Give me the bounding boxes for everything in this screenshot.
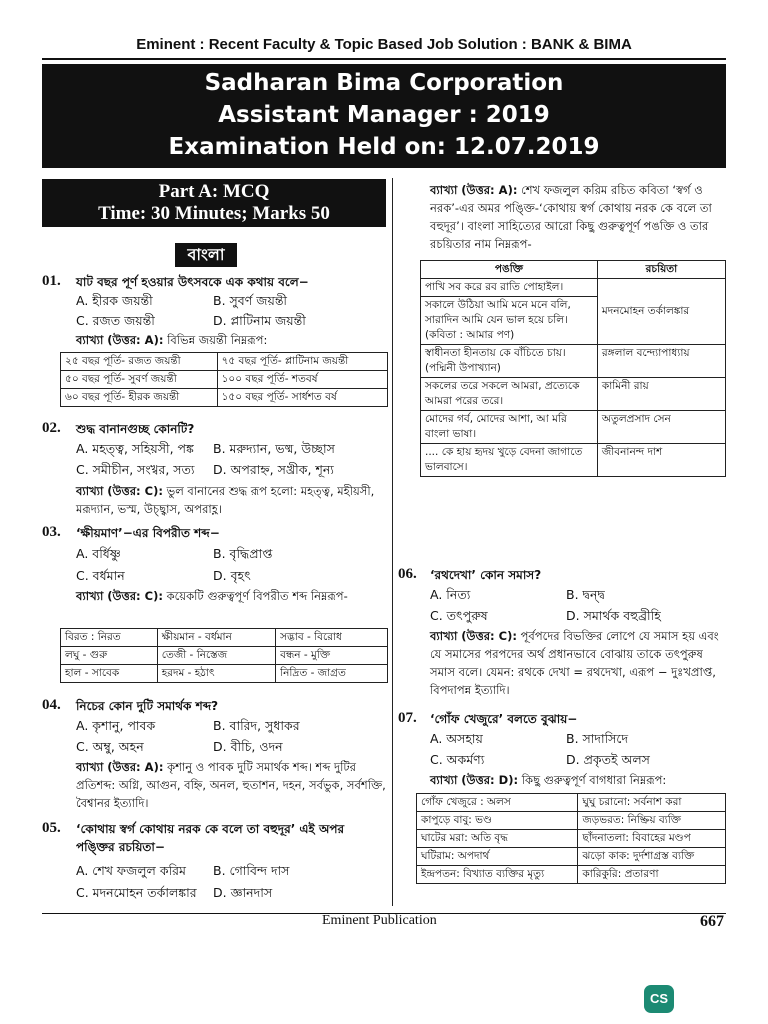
table-cell: বন্ধন - মুক্তি (276, 647, 388, 665)
table-cell: স্বাধীনতা হীনতায় কে বাঁচিতে চায়। (পদ্মিনী উপাখ্যান) (421, 345, 598, 378)
answer-text: শেখ ফজলুল করিম রচিত কবিতা ‘স্বর্গ ও নরক’-এর অমর পঙ্ক্তি-‘কোথায় স্বর্গ কোথায় নরক কে বলে তা বহুদূর’। বাংলা সাহিত্যের আরো কিছু গুরুত্বপূর্ণ পঙক্তি ও তার রচয়িতার নাম নিম্নরূপ- (430, 183, 712, 251)
answer-label: ব্যাখ্যা (উত্তর: C): (76, 484, 163, 498)
option-d: D. প্লাটিনাম জয়ন্তী (213, 313, 306, 328)
answer-text: পূর্বপদের বিভক্তির লোপে যে সমাস হয় এবং যে সমাসের পরপদের অর্থ প্রধানভাবে বোঝায় তাকে তৎপুরুষ সমাস বলে। যেমন: রথকে দেখা = রথদেখা, এরূপ − দুঃখপ্রাপ্ত, বিপদাপন্ন ইত্যাদি। (430, 629, 719, 697)
answer-explanation (430, 627, 728, 699)
jubilee-table (60, 352, 388, 407)
option-d: D. বীচি, ওদন (213, 739, 283, 754)
column-header: রচয়িতা (597, 261, 725, 279)
question-number: 05. (42, 820, 61, 836)
answer-label: ব্যাখ্যা (উত্তর: C): (430, 629, 517, 643)
table-cell: কামিনী রায় (597, 378, 725, 411)
question-text: ‘রথদেখা’ কোন সমাস? (430, 568, 542, 582)
table-row (61, 629, 388, 647)
answer-explanation (430, 181, 728, 253)
idiom-table (416, 793, 726, 884)
table-cell: অতুলপ্রসাদ সেন (597, 411, 725, 444)
option-b: B. মরুদ্যান, ভষ্ম, উচ্ছাস (213, 441, 335, 456)
table-row (61, 647, 388, 665)
question-text: নিচের কোন দুটি সমার্থক শব্দ? (76, 699, 219, 713)
answer-explanation (76, 587, 386, 605)
table-row (421, 444, 726, 477)
table-row (417, 812, 726, 830)
question-text: ‘ক্ষীয়মাণ’−এর বিপরীত শব্দ− (76, 526, 220, 540)
option-b: B. গোবিন্দ দাস (213, 863, 290, 878)
question-number: 06. (398, 566, 417, 582)
table-cell: সদ্ভাব - বিরোধ (276, 629, 388, 647)
question-number: 02. (42, 420, 61, 436)
banner-line-post: Assistant Manager : 2019 (218, 102, 550, 128)
table-row (61, 665, 388, 683)
question-text: ‘গোঁফ খেজুরে’ বলতে বুঝায়− (430, 712, 578, 726)
table-cell: ক্ষীয়মান - বর্ধমান (157, 629, 275, 647)
table-row (417, 830, 726, 848)
table-cell: ১০০ বছর পূর্তি- শতবর্ষ (217, 371, 387, 389)
table-row (421, 378, 726, 411)
option-c: C. সমীচীন, সংখ্বর, সত্য (76, 462, 195, 477)
option-b: B. সাদাসিদে (566, 731, 629, 746)
answer-text: ভুল বানানের শুদ্ধ রূপ হলো: মহত্ত্ব, মহীয়সী, মরূদ্যান, ভস্ম, উচ্ছ্বাস, অপরাহ্ণ। (76, 484, 375, 516)
running-header: Eminent : Recent Faculty & Topic Based Job Solution : BANK & BIMA (136, 36, 632, 53)
answer-text: বিভিন্ন জয়ন্তী নিম্নরূপ: (167, 333, 268, 347)
table-row (61, 371, 388, 389)
table-cell: ইন্দ্রপতন: বিখ্যাত ব্যক্তির মৃত্যু (417, 866, 578, 884)
question-text: শুদ্ধ বানানগুচ্ছ কোনটি? (76, 422, 195, 436)
table-cell: হরদম - হঠাৎ (157, 665, 275, 683)
table-row (421, 345, 726, 378)
option-a: A. হীরক জয়ন্তী (76, 293, 153, 308)
question-number: 03. (42, 524, 61, 540)
option-d: D. প্রকৃতই অলস (566, 752, 650, 767)
table-cell: মদনমোহন তর্কালঙ্কার (597, 279, 725, 345)
answer-text: কিছু গুরুত্বপূর্ণ বাগধারা নিম্নরূপ: (521, 773, 667, 787)
table-cell: ঘাটের মরা: অতি বৃদ্ধ (417, 830, 578, 848)
option-c: C. মদনমোহন তর্কালঙ্কার (76, 885, 197, 900)
table-cell: জড়ভরত: নিষ্ক্রিয় ব্যক্তি (578, 812, 726, 830)
table-cell: ৭৫ বছর পূর্তি- প্লাটিনাম জয়ন্তী (217, 353, 387, 371)
part-heading (42, 179, 386, 227)
answer-explanation (76, 331, 386, 349)
question-number: 04. (42, 697, 61, 713)
table-cell: মোদের গর্ব, মোদের আশা, আ মরি বাংলা ভাষা। (421, 411, 598, 444)
table-cell: পাখি সব করে রব রাতি পোহাইল। (421, 279, 598, 297)
table-row (421, 411, 726, 444)
part-title: Part A: MCQ (158, 181, 270, 202)
answer-text: কৃশানু ও পাবক দুটি সমার্থক শব্দ। শব্দ দুটির প্রতিশব্দ: অগ্নি, আগুন, বহ্নি, অনল, হুতাশন, দহন, সর্বভুক, সর্বশক্তি, বৈশ্বানর ইত্যাদি। (76, 760, 386, 810)
answer-explanation (76, 758, 386, 812)
table-cell: বিরত : নিরত (61, 629, 158, 647)
table-cell: ৬০ বছর পূর্তি- হীরক জয়ন্তী (61, 389, 218, 407)
option-c: C. অম্বু, অহন (76, 739, 144, 754)
option-d: D. জ্ঞানদাস (213, 885, 273, 900)
table-row (417, 794, 726, 812)
option-b: B. দ্বন্দ্ব (566, 587, 605, 602)
table-cell: ঘটিরাম: অপদার্থ (417, 848, 578, 866)
table-row (421, 279, 726, 297)
question-text: ‘কোথায় স্বর্গ কোথায় নরক কে বলে তা বহুদূর’ এই অপর পঙ্ক্তির রচয়িতা− (76, 822, 345, 854)
table-cell: ২৫ বছর পূর্তি- রজত জয়ন্তী (61, 353, 218, 371)
table-cell: ৫০ বছর পূর্তি- সুবর্ণ জয়ন্তী (61, 371, 218, 389)
table-cell: ১৫০ বছর পূর্তি- সার্ধশত বর্ষ (217, 389, 387, 407)
option-a: A. বর্ধিষ্ণু (76, 546, 121, 561)
poetry-table (420, 260, 726, 477)
banner-line-date: Examination Held on: 12.07.2019 (168, 134, 600, 160)
table-row (61, 389, 388, 407)
answer-explanation (76, 482, 386, 518)
option-d: D. অপরাহ্ন, সখ্রীক, শূন্য (213, 462, 334, 477)
question-number: 01. (42, 273, 61, 289)
table-cell: ছাঁদনাতলা: বিবাহের মণ্ডপ (578, 830, 726, 848)
option-b: B. বারিদ, সুধাকর (213, 718, 300, 733)
subject-tag: বাংলা (175, 243, 237, 267)
answer-label: ব্যাখ্যা (উত্তর: D): (430, 773, 519, 787)
table-cell: তেজী - নিস্তেজ (157, 647, 275, 665)
answer-label: ব্যাখ্যা (উত্তর: A): (76, 333, 164, 347)
answer-label: ব্যাখ্যা (উত্তর: C): (76, 589, 163, 603)
option-a: A. শেখ ফজলুল করিম (76, 863, 186, 878)
table-cell: ঘুঘু চরানো: সর্বনাশ করা (578, 794, 726, 812)
table-header-row (421, 261, 726, 279)
option-b: B. বৃদ্ধিপ্রাপ্ত (213, 546, 273, 561)
table-cell: সকালে উঠিয়া আমি মনে মনে বলি, সারাদিন আমি যেন ভাল হয়ে চলি। (কবিতা : আমার পণ) (421, 297, 598, 345)
table-cell: হাল - সাবেক (61, 665, 158, 683)
option-b: B. সুবর্ণ জয়ন্তী (213, 293, 288, 308)
table-cell: জীবনানন্দ দাশ (597, 444, 725, 477)
exam-banner (42, 64, 726, 168)
question-text: যাট বছর পূর্ণ হওয়ার উৎসবকে এক কথায় বলে− (76, 275, 309, 289)
option-a: A. কৃশানু, পাবক (76, 718, 156, 733)
camscanner-badge: CS (644, 985, 674, 1013)
antonym-table (60, 628, 388, 683)
answer-label: ব্যাখ্যা (উত্তর: A): (430, 183, 518, 197)
header-rule (42, 58, 726, 60)
table-row (61, 353, 388, 371)
table-cell: .... কে হায় হৃদয় খুড়ে বেদনা জাগাতে ভালবাসে। (421, 444, 598, 477)
table-cell: কারিকুরি: প্রতারণা (578, 866, 726, 884)
table-cell: রঙ্গলাল বন্দ্যোপাধ্যায় (597, 345, 725, 378)
option-a: A. অসহায় (430, 731, 483, 746)
answer-text: কয়েকটি গুরুত্বপূর্ণ বিপরীত শব্দ নিম্নরূপ- (166, 589, 348, 603)
page-number: 667 (700, 913, 724, 930)
column-header: পঙক্তি (421, 261, 598, 279)
table-cell: সকলের তরে সকলে আমরা, প্রত্যেকে আমরা পরের তরে। (421, 378, 598, 411)
option-d: D. সমার্থক বহুব্রীহি (566, 608, 661, 623)
question-number: 07. (398, 710, 417, 726)
option-d: D. বৃহৎ (213, 568, 251, 583)
option-c: C. বর্ধমান (76, 568, 125, 583)
table-cell: নিদ্রিত - জাগ্রত (276, 665, 388, 683)
answer-label: ব্যাখ্যা (উত্তর: A): (76, 760, 164, 774)
option-a: A. মহত্ত্ব, সহিয়সী, পঙ্ক (76, 441, 194, 456)
option-c: C. অকর্মণ্য (430, 752, 485, 767)
table-row (417, 848, 726, 866)
part-time-marks: Time: 30 Minutes; Marks 50 (98, 203, 330, 224)
option-a: A. নিত্য (430, 587, 471, 602)
publisher-name: Eminent Publication (322, 913, 437, 928)
answer-explanation (430, 771, 728, 789)
table-cell: কাপুড়ে বাবু: ভণ্ড (417, 812, 578, 830)
table-cell: ঝড়ো কাক: দুর্দশাগ্রস্ত ব্যক্তি (578, 848, 726, 866)
table-cell: গোঁফ খেজুরে : অলস (417, 794, 578, 812)
option-c: C. তৎপুরুষ (430, 608, 488, 623)
table-row (417, 866, 726, 884)
column-divider (392, 178, 393, 906)
banner-line-org: Sadharan Bima Corporation (204, 70, 564, 96)
table-cell: লঘু - গুরু (61, 647, 158, 665)
option-c: C. রজত জয়ন্তী (76, 313, 155, 328)
